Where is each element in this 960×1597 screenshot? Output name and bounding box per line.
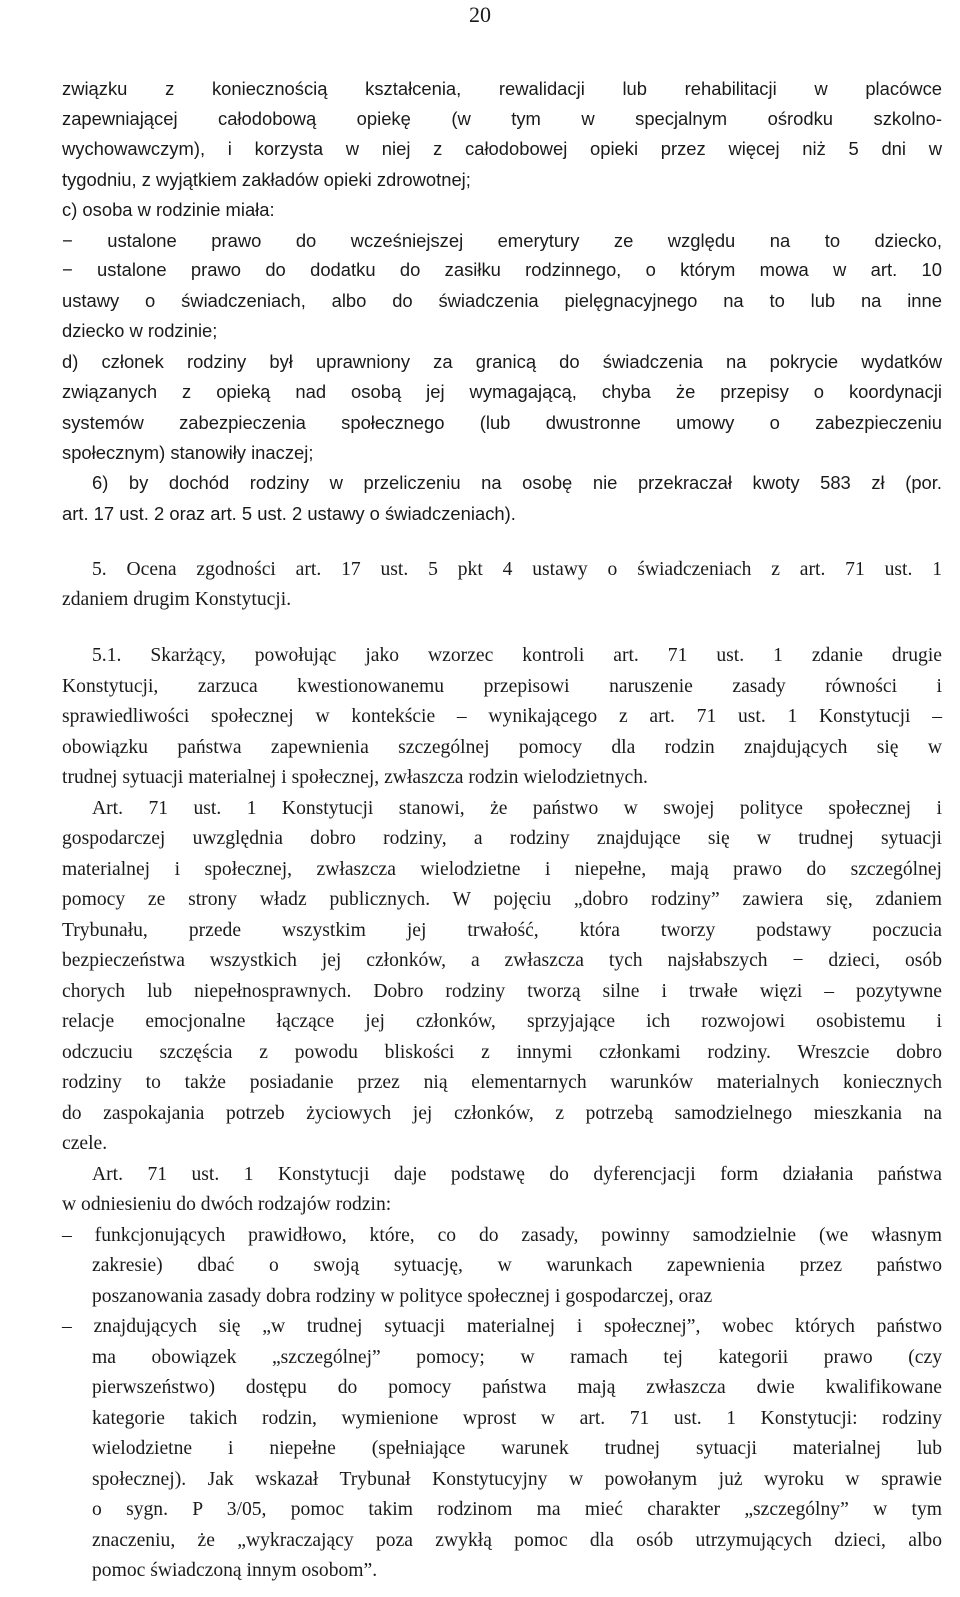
- text-line: tygodniu, z wyjątkiem zakładów opieki zdrowotnej;: [62, 169, 471, 190]
- text-line: kategorie takich rodzin, wymienione wprost w art. 71 ust. 1 Konstytucji: rodziny: [92, 1408, 942, 1429]
- text-line: wychowawczym), i korzysta w niej z całodobowej opieki przez więcej niż 5 dni w: [62, 138, 942, 159]
- text-line: sprawiedliwości społecznej w kontekście – wynikającego z art. 71 ust. 1 Konstytucji –: [62, 706, 942, 727]
- text-line: zapewniającej całodobową opiekę (w tym w specjalnym ośrodku szkolno-: [62, 108, 942, 129]
- text-line: Konstytucji, zarzuca kwestionowanemu przepisowi naruszenie zasady równości i: [62, 676, 942, 697]
- text-line: chorych lub niepełnosprawnych. Dobro rodziny tworzą silne i trwałe więzi – pozytywne: [62, 981, 942, 1002]
- text-line: systemów zabezpieczenia społecznego (lub dwustronne umowy o zabezpieczeniu: [62, 412, 942, 433]
- text-line: o sygn. P 3/05, pomoc takim rodzinom ma mieć charakter „szczególny” w tym: [92, 1499, 942, 1520]
- text-line: Art. 71 ust. 1 Konstytucji stanowi, że państwo w swojej polityce społecznej i: [92, 798, 942, 819]
- text-line: ustawy o świadczeniach, albo do świadczenia pielęgnacyjnego na to lub na inne: [62, 290, 942, 311]
- text-line: do zaspokajania potrzeb życiowych jej członków, z potrzebą samodzielnego mieszkania na: [62, 1103, 942, 1124]
- text-line: obowiązku państwa zapewnienia szczególnej pomocy dla rodzin znajdujących się w: [62, 737, 942, 758]
- text-line: pomocy ze strony władz publicznych. W pojęciu „dobro rodziny” zawiera się, zdaniem: [62, 889, 942, 910]
- text-line: 5. Ocena zgodności art. 17 ust. 5 pkt 4 ustawy o świadczeniach z art. 71 ust. 1: [92, 559, 942, 580]
- text-line: art. 17 ust. 2 oraz art. 5 ust. 2 ustawy o świadczeniach).: [62, 503, 516, 524]
- text-line: – znajdujących się „w trudnej sytuacji materialnej i społecznej”, wobec których państwo: [62, 1316, 942, 1337]
- text-line: Art. 71 ust. 1 Konstytucji daje podstawę do dyferencjacji form działania państwa: [92, 1164, 942, 1185]
- text-line: − ustalone prawo do wcześniejszej emerytury ze względu na to dziecko,: [62, 230, 942, 251]
- text-line: czele.: [62, 1133, 108, 1154]
- text-line: dziecko w rodzinie;: [62, 320, 218, 341]
- text-line: relacje emocjonalne łączące jej członków, sprzyjające ich rozwojowi osobistemu i: [62, 1011, 942, 1032]
- text-line: ma obowiązek „szczególnej” pomocy; w ramach tej kategorii prawo (czy: [92, 1347, 942, 1368]
- text-line: materialnej i społecznej, zwłaszcza wielodzietne i niepełne, mają prawo do szczególnej: [62, 859, 942, 880]
- text-line: związku z koniecznością kształcenia, rewalidacji lub rehabilitacji w placówce: [62, 78, 942, 99]
- text-line: pierwszeństwo) dostępu do pomocy państwa mają zwłaszcza dwie kwalifikowane: [92, 1377, 942, 1398]
- text-line: znaczeniu, że „wykraczający poza zwykłą pomoc dla osób utrzymujących dzieci, albo: [92, 1530, 942, 1551]
- text-line: rodziny to także posiadanie przez nią elementarnych warunków materialnych koniecznych: [62, 1072, 942, 1093]
- text-line: Trybunału, przede wszystkim jej trwałość, która tworzy podstawy poczucia: [62, 920, 942, 941]
- text-line: zdaniem drugim Konstytucji.: [62, 589, 292, 610]
- text-line: pomoc świadczoną innym osobom”.: [92, 1560, 378, 1581]
- text-line: społecznym) stanowiły inaczej;: [62, 442, 314, 463]
- text-line: społecznej). Jak wskazał Trybunał Konstytucyjny w powołanym już wyroku w sprawie: [92, 1469, 942, 1490]
- text-line: − ustalone prawo do dodatku do zasiłku rodzinnego, o którym mowa w art. 10: [62, 259, 942, 280]
- text-line: zakresie) dbać o swoją sytuację, w warunkach zapewnienia przez państwo: [92, 1255, 942, 1276]
- text-line: gospodarczej uwzględnia dobro rodziny, a rodziny znajdujące się w trudnej sytuacji: [62, 828, 942, 849]
- text-line: d) członek rodziny był uprawniony za granicą do świadczenia na pokrycie wydatków: [62, 351, 942, 372]
- text-line: poszanowania zasady dobra rodziny w polityce społecznej i gospodarczej, oraz: [92, 1286, 713, 1307]
- page-number: 20: [469, 2, 491, 27]
- text-line: trudnej sytuacji materialnej i społecznej, zwłaszcza rodzin wielodzietnych.: [62, 767, 648, 788]
- text-line: bezpieczeństwa wszystkich jej członków, a zwłaszcza tych najsłabszych − dzieci, osób: [62, 950, 942, 971]
- text-line: w odniesieniu do dwóch rodzajów rodzin:: [62, 1194, 392, 1215]
- text-line: związanych z opieką nad osobą jej wymagającą, chyba że przepisy o koordynacji: [62, 381, 942, 402]
- text-line: 5.1. Skarżący, powołując jako wzorzec kontroli art. 71 ust. 1 zdanie drugie: [92, 645, 942, 666]
- text-line: odczuciu szczęścia z powodu bliskości z innymi członkami rodziny. Wreszcie dobro: [62, 1042, 942, 1063]
- text-line: wielodzietne i niepełne (spełniające warunek trudnej sytuacji materialnej lub: [92, 1438, 942, 1459]
- text-line: 6) by dochód rodziny w przeliczeniu na osobę nie przekraczał kwoty 583 zł (por.: [92, 472, 942, 493]
- text-line: c) osoba w rodzinie miała:: [62, 199, 275, 220]
- text-line: – funkcjonujących prawidłowo, które, co do zasady, powinny samodzielnie (we własnym: [62, 1225, 942, 1246]
